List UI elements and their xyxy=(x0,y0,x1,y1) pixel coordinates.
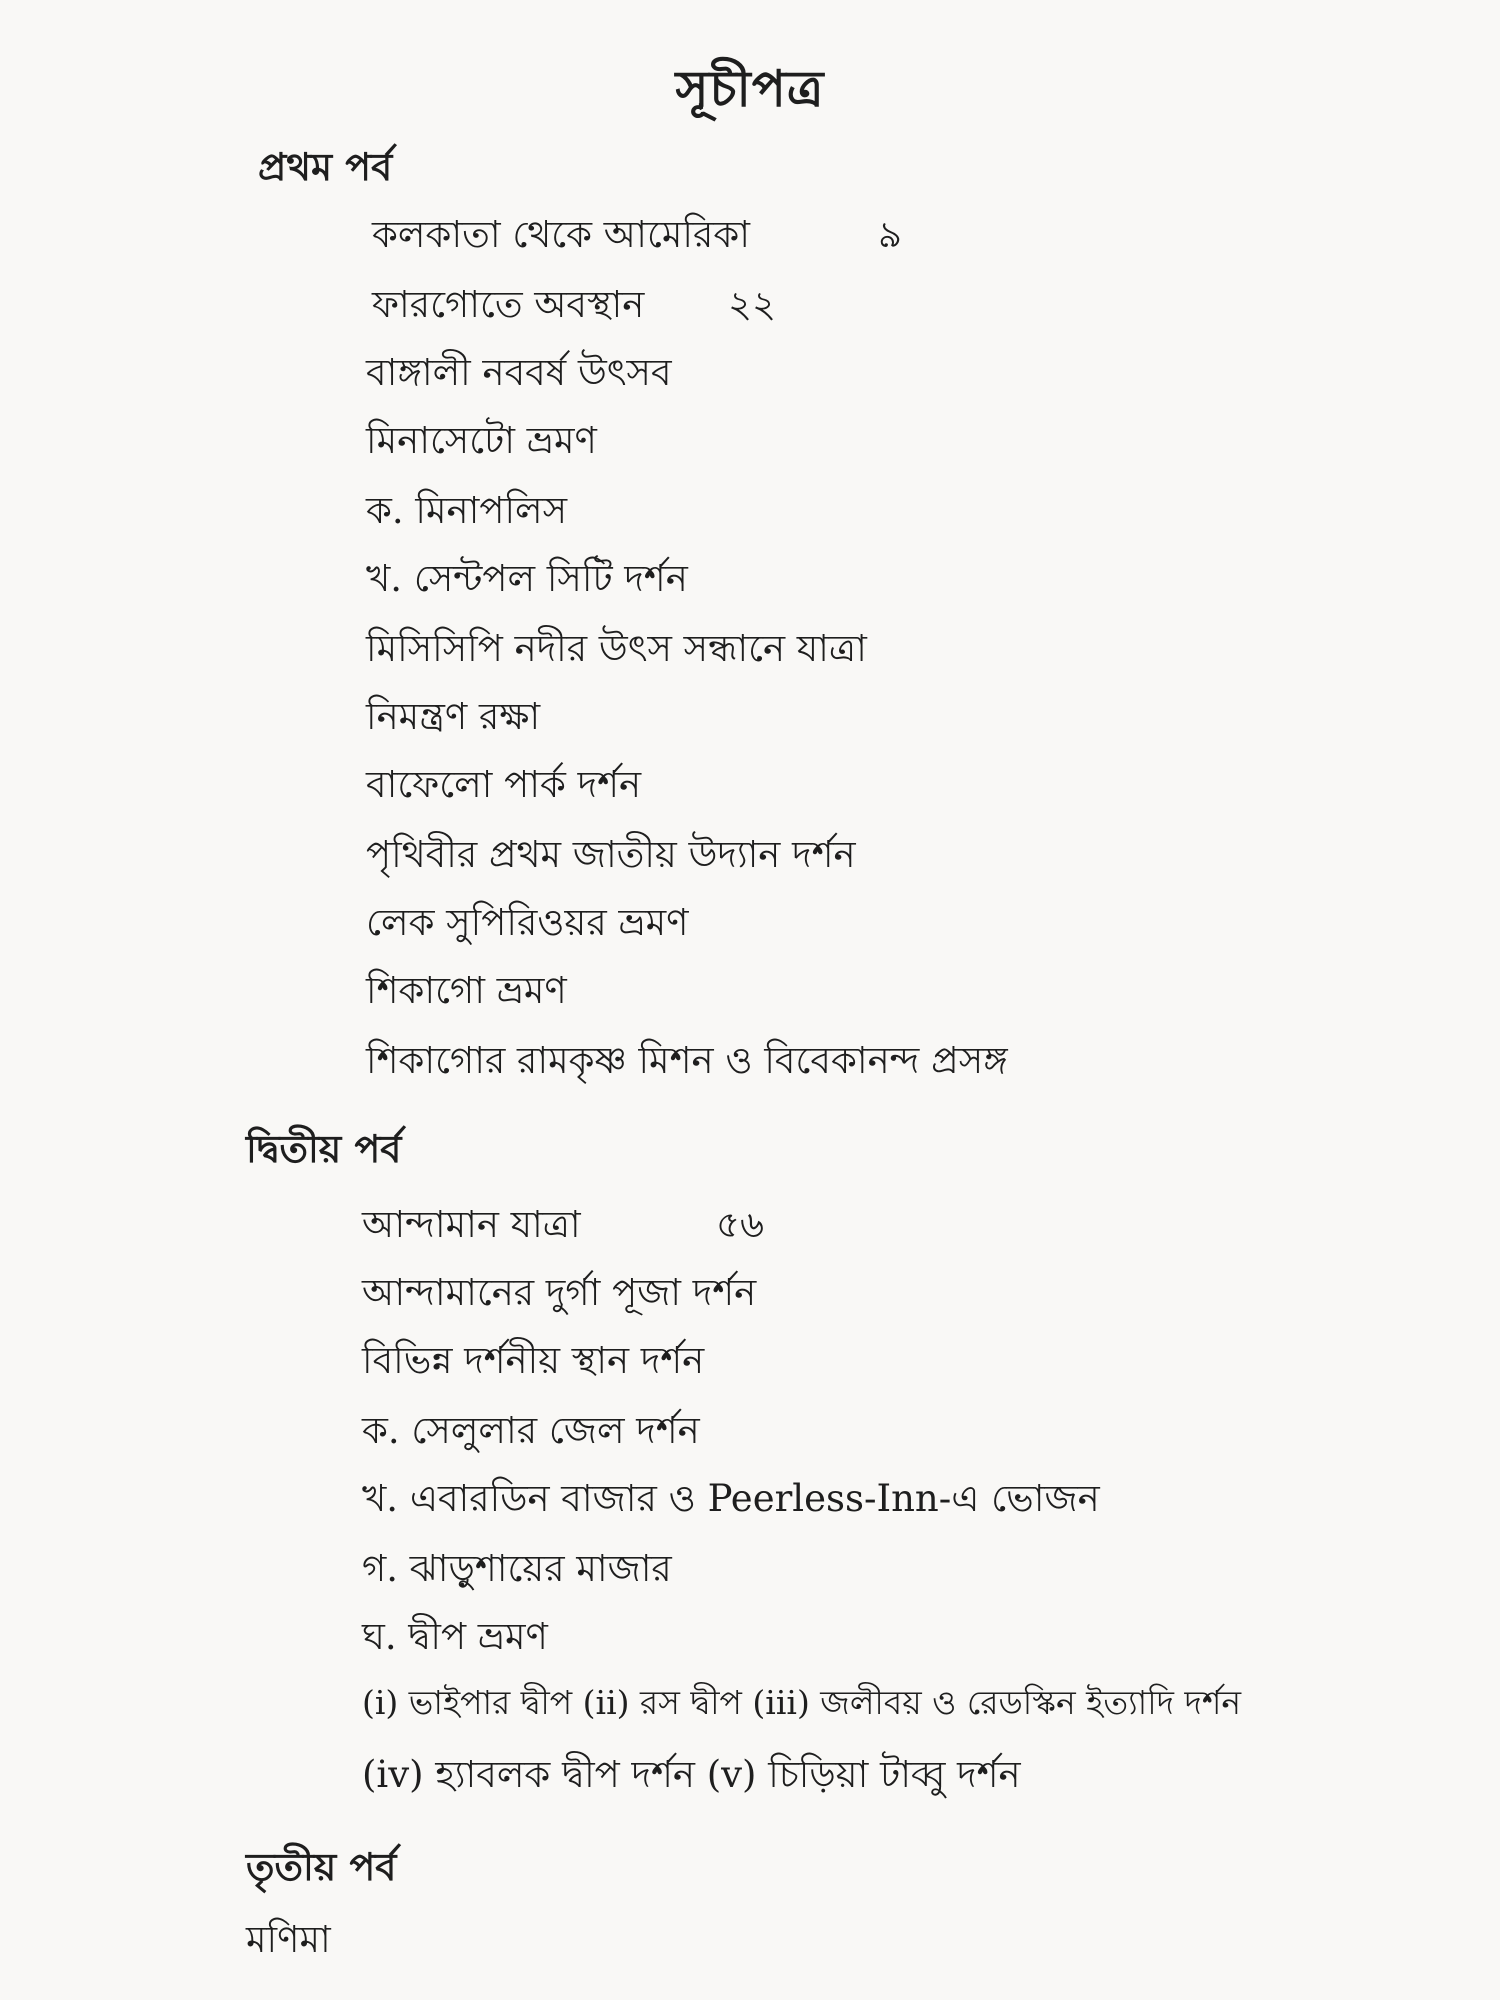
toc-entry: শিকাগোর রামকৃষ্ণ মিশন ও বিবেকানন্দ প্রসঙ্গ xyxy=(366,1039,1008,1082)
toc-page-number: ২২ xyxy=(728,283,777,326)
toc-entry: শিকাগো ভ্রমণ xyxy=(366,969,567,1012)
toc-entry: লেক সুপিরিওয়র ভ্রমণ xyxy=(366,901,689,944)
toc-entry: ঘ. দ্বীপ ভ্রমণ xyxy=(362,1615,548,1658)
toc-entry: ক. মিনাপলিস xyxy=(366,489,568,532)
page-title: সূচীপত্র xyxy=(675,59,825,118)
toc-page-number: ৯ xyxy=(878,213,903,256)
toc-entry: বাঙ্গালী নববর্ষ উৎসব xyxy=(366,351,672,394)
toc-entry: কলকাতা থেকে আমেরিকা xyxy=(372,213,750,256)
toc-entry: ক. সেলুলার জেল দর্শন xyxy=(362,1409,700,1452)
section-heading-2: দ্বিতীয় পর্ব xyxy=(246,1126,402,1171)
toc-entry: ফারগোতে অবস্থান xyxy=(372,283,645,326)
toc-entry: (iv) হ্যাবলক দ্বীপ দর্শন (v) চিড়িয়া টাব্বু দর্শন xyxy=(362,1753,1021,1796)
toc-entry: মিনাসেটো ভ্রমণ xyxy=(366,419,597,462)
toc-entry: আন্দামান যাত্রা xyxy=(362,1203,581,1246)
section-heading-1: প্রথম পর্ব xyxy=(258,144,393,189)
section-heading-3: তৃতীয় পর্ব xyxy=(246,1844,397,1889)
toc-entry: বাফেলো পার্ক দর্শন xyxy=(366,763,642,806)
toc-entry: (i) ভাইপার দ্বীপ (ii) রস দ্বীপ (iii) জলীবয় ও রেডস্কিন ইত্যাদি দর্শন xyxy=(362,1683,1242,1722)
toc-entry: গ. ঝাড়ুশায়ের মাজার xyxy=(362,1547,672,1590)
toc-entry: খ. এবারডিন বাজার ও Peerless-Inn-এ ভোজন xyxy=(362,1477,1100,1520)
toc-entry: খ. সেন্টপল সিটি দর্শন xyxy=(366,557,688,600)
toc-entry: আন্দামানের দুর্গা পূজা দর্শন xyxy=(362,1271,757,1314)
toc-entry: বিভিন্ন দর্শনীয় স্থান দর্শন xyxy=(362,1339,705,1382)
toc-page-number: ৫৬ xyxy=(716,1203,765,1246)
toc-entry: মণিমা xyxy=(246,1918,331,1961)
toc-entry: মিসিসিপি নদীর উৎস সন্ধানে যাত্রা xyxy=(366,627,867,670)
toc-entry: পৃথিবীর প্রথম জাতীয় উদ্যান দর্শন xyxy=(366,833,856,876)
toc-entry: নিমন্ত্রণ রক্ষা xyxy=(366,695,541,738)
